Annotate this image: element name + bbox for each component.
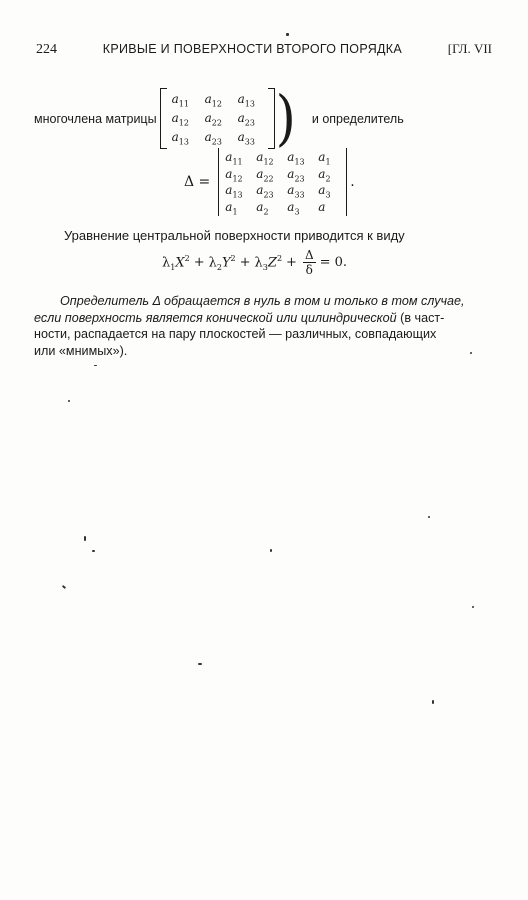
plus-sign: +	[193, 255, 205, 270]
paragraph-theorem	[34, 293, 494, 359]
determinant-cell: $a_{12}$	[225, 166, 243, 183]
determinant-cell: $a_{11}$	[225, 150, 243, 167]
scan-speck	[84, 536, 86, 541]
scan-speck	[432, 700, 434, 704]
determinant-line	[184, 148, 355, 216]
scan-speck	[472, 606, 474, 608]
matrix-cell: $a_{13}$	[237, 92, 255, 109]
scan-speck	[270, 549, 272, 552]
term-2: $\lambda_2Y^2$	[208, 253, 236, 272]
term-1: $\lambda_1X^2$	[162, 253, 190, 272]
determinant-cell: $a_2$	[256, 199, 269, 216]
matrix-cell: $a_{13}$	[171, 130, 189, 147]
matrix-line	[34, 84, 404, 153]
equation-rhs: = 0.	[319, 255, 348, 270]
left-bracket	[160, 88, 167, 149]
closing-paren: )	[275, 84, 296, 153]
det-right-bar	[346, 148, 347, 216]
matrix-cell: $a_{23}$	[237, 111, 255, 128]
scan-speck	[94, 365, 97, 366]
determinant-cell: $a_2$	[318, 166, 331, 183]
fraction-numerator: Δ	[304, 248, 314, 262]
determinant-cell: $a_{23}$	[287, 166, 305, 183]
matrix-cell: $a_{12}$	[204, 92, 222, 109]
paragraph-equation-intro: Уравнение центральной поверхности приводится к виду	[64, 228, 405, 243]
determinant-cell: $a_{13}$	[287, 150, 305, 167]
scan-speck	[286, 33, 289, 36]
line-2: если поверхность является конической или цилиндрической (в част-	[34, 310, 445, 325]
right-bracket	[268, 88, 275, 149]
term-3: $\lambda_3Z^2$	[254, 253, 283, 272]
determinant-cell: $a_1$	[318, 150, 331, 167]
scan-speck	[198, 663, 202, 665]
line-1: Определитель Δ обращается в нуль в том и только в том случае,	[60, 294, 465, 308]
determinant-cell: a	[318, 199, 326, 214]
determinant-cell: $a_{22}$	[256, 166, 274, 183]
line-4: или «мнимых»).	[34, 343, 128, 358]
period: .	[350, 174, 355, 190]
running-title: КРИВЫЕ И ПОВЕРХНОСТИ ВТОРОГО ПОРЯДКА	[102, 42, 403, 56]
determinant-cell: $a_1$	[225, 199, 238, 216]
scan-speck	[92, 550, 95, 552]
determinant-cell: $a_{23}$	[256, 183, 274, 200]
matrix-cell: $a_{11}$	[171, 92, 189, 109]
plus-sign: +	[239, 255, 251, 270]
text-after-matrix: и определитель	[311, 111, 404, 126]
scan-speck	[428, 516, 430, 518]
page-number: 224	[36, 42, 57, 57]
determinant-cell: $a_{12}$	[256, 150, 274, 167]
matrix-cell: $a_{12}$	[171, 111, 189, 128]
coefficient-matrix	[160, 88, 275, 149]
determinant-cell: $a_3$	[318, 183, 331, 200]
fraction	[303, 248, 316, 277]
scan-speck	[470, 352, 472, 354]
matrix-cell: $a_{22}$	[204, 111, 222, 128]
scan-speck	[62, 585, 66, 589]
determinant	[218, 148, 347, 216]
matrix-cell: $a_{33}$	[237, 130, 255, 147]
matrix-cell: $a_{23}$	[204, 130, 222, 147]
matrix-cells	[167, 88, 268, 149]
determinant-label: Δ =	[184, 174, 211, 190]
scan-speck	[68, 400, 70, 402]
running-header	[36, 41, 492, 58]
text-before-matrix: многочлена матрицы	[34, 111, 157, 126]
plus-sign: +	[286, 255, 297, 270]
line-3: ности, распадается на пару плоскостей — различных, совпадающих	[34, 327, 437, 341]
fraction-denominator: δ	[305, 263, 313, 277]
canonical-equation	[162, 248, 347, 277]
determinant-cells	[219, 148, 346, 216]
determinant-cell: $a_3$	[287, 199, 300, 216]
determinant-cell: $a_{33}$	[287, 183, 305, 200]
determinant-cell: $a_{13}$	[225, 183, 243, 200]
chapter-label: [ГЛ. VII	[447, 41, 492, 56]
